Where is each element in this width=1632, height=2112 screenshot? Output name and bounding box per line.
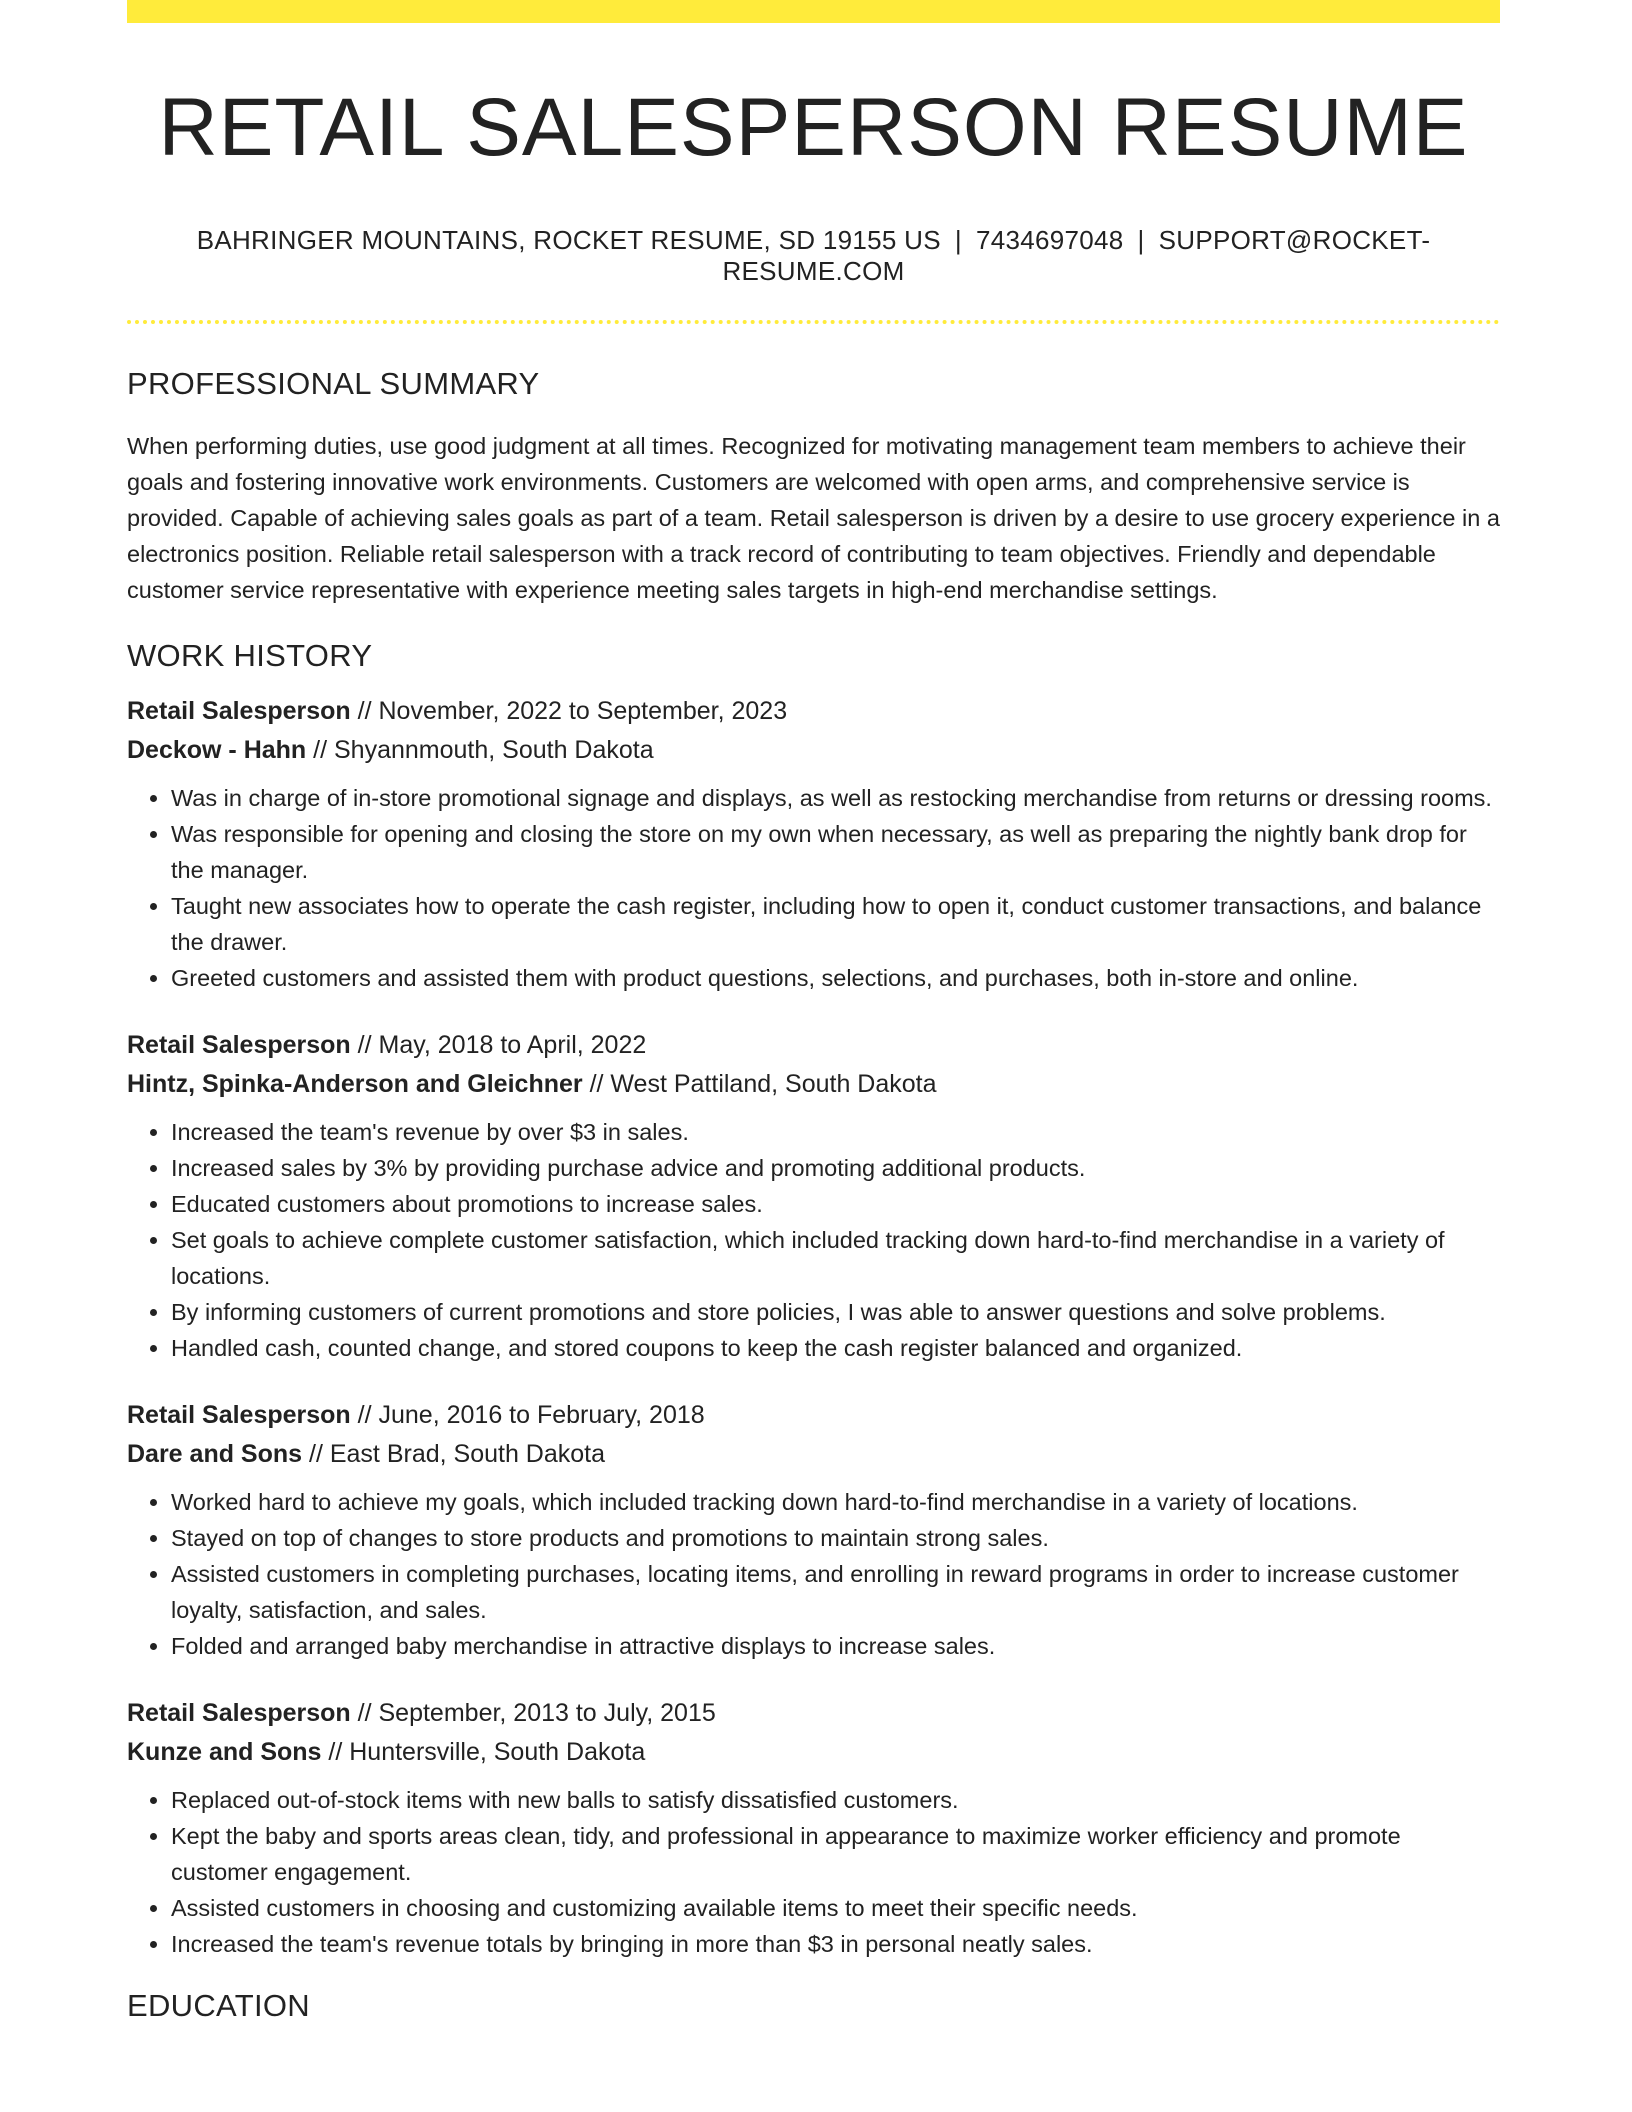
resume-page — [127, 0, 1500, 2024]
accent-top-bar — [127, 0, 1500, 23]
job-role: Retail Salesperson — [127, 1401, 351, 1430]
job-dates: // June, 2016 to February, 2018 — [350, 1401, 705, 1430]
job-entry — [127, 1694, 1500, 1962]
job-company-line — [127, 1065, 1500, 1104]
job-duties-list — [127, 1114, 1500, 1366]
job-duties-list — [127, 1782, 1500, 1962]
contact-separator: | — [954, 225, 962, 256]
list-item: • Increased sales by 3% by providing purchase advice and promoting additional products. — [171, 1150, 1500, 1186]
summary-text: When performing duties, use good judgment at all times. Recognized for motivating management team members to achieve their goals and fostering innovative work environments. Customers are welcomed with open arms, and comprehensive service is provided. Capable of achieving sales goals as part of a team. Retail salesperson is driven by a desire to use grocery experience in a electronics position. Reliable retail salesperson with a track record of contributing to team objectives. Friendly and dependable customer service representative with experience meeting sales targets in high-end merchandise settings. — [127, 433, 1500, 604]
job-dates: // May, 2018 to April, 2022 — [350, 1031, 647, 1060]
list-item: • Increased the team's revenue by over $3 in sales. — [171, 1114, 1500, 1150]
job-location: // Huntersville, South Dakota — [321, 1738, 646, 1767]
job-company: Kunze and Sons — [127, 1738, 322, 1767]
list-item: • Taught new associates how to operate the cash register, including how to open it, conduct customer transactions, and balance the drawer. — [171, 888, 1500, 960]
job-entry — [127, 692, 1500, 996]
list-item: • Stayed on top of changes to store products and promotions to maintain strong sales. — [171, 1520, 1500, 1556]
contact-phone: 7434697048 — [975, 225, 1124, 256]
contact-address: BAHRINGER MOUNTAINS, ROCKET RESUME, SD 19155 US — [196, 225, 941, 256]
job-dates: // September, 2013 to July, 2015 — [350, 1699, 716, 1728]
job-role-line — [127, 1026, 1500, 1065]
job-role-line — [127, 692, 1500, 731]
job-company-line — [127, 731, 1500, 770]
job-role-line — [127, 1396, 1500, 1435]
job-entry — [127, 1396, 1500, 1664]
job-role: Retail Salesperson — [127, 697, 351, 726]
job-dates: // November, 2022 to September, 2023 — [350, 697, 788, 726]
list-item: • Replaced out-of-stock items with new balls to satisfy dissatisfied customers. — [171, 1782, 1500, 1818]
list-item: • Assisted customers in completing purchases, locating items, and enrolling in reward programs in order to increase customer loyalty, satisfaction, and sales. — [171, 1556, 1500, 1628]
job-company-line — [127, 1733, 1500, 1772]
list-item: • Greeted customers and assisted them with product questions, selections, and purchases, both in-store and online. — [171, 960, 1500, 996]
job-company: Deckow - Hahn — [127, 736, 307, 765]
list-item: • Worked hard to achieve my goals, which included tracking down hard-to-find merchandise in a variety of locations. — [171, 1484, 1500, 1520]
job-entry — [127, 1026, 1500, 1366]
job-company-line — [127, 1435, 1500, 1474]
job-location: // West Pattiland, South Dakota — [582, 1070, 937, 1099]
page-title: RETAIL SALESPERSON RESUME — [158, 82, 1469, 173]
list-item: • Handled cash, counted change, and stored coupons to keep the cash register balanced and organized. — [171, 1330, 1500, 1366]
job-role: Retail Salesperson — [127, 1031, 351, 1060]
contact-separator: | — [1137, 225, 1145, 256]
job-duties-list — [127, 780, 1500, 996]
list-item: • Set goals to achieve complete customer satisfaction, which included tracking down hard-to-find merchandise in a variety of locations. — [171, 1222, 1500, 1294]
dotted-divider — [127, 320, 1500, 324]
education-heading: EDUCATION — [127, 1988, 310, 2024]
job-duties-list — [127, 1484, 1500, 1664]
job-role-line — [127, 1694, 1500, 1733]
job-role: Retail Salesperson — [127, 1699, 351, 1728]
job-location: // Shyannmouth, South Dakota — [306, 736, 654, 765]
list-item: • Increased the team's revenue totals by bringing in more than $3 in personal neatly sales. — [171, 1926, 1500, 1962]
list-item: • Folded and arranged baby merchandise in attractive displays to increase sales. — [171, 1628, 1500, 1664]
job-location: // East Brad, South Dakota — [302, 1440, 606, 1469]
list-item: • Educated customers about promotions to increase sales. — [171, 1186, 1500, 1222]
contact-email: SUPPORT@ROCKET-RESUME.COM — [722, 225, 1431, 287]
list-item: • By informing customers of current promotions and store policies, I was able to answer questions and solve problems. — [171, 1294, 1500, 1330]
job-company: Dare and Sons — [127, 1440, 303, 1469]
contact-line — [127, 225, 1500, 287]
job-company: Hintz, Spinka-Anderson and Gleichner — [127, 1070, 583, 1099]
list-item: • Kept the baby and sports areas clean, tidy, and professional in appearance to maximize worker efficiency and promote customer engagement. — [171, 1818, 1500, 1890]
summary-heading: PROFESSIONAL SUMMARY — [127, 366, 540, 402]
list-item: • Was responsible for opening and closing the store on my own when necessary, as well as preparing the nightly bank drop for the manager. — [171, 816, 1500, 888]
list-item: • Assisted customers in choosing and customizing available items to meet their specific needs. — [171, 1890, 1500, 1926]
work-history-heading: WORK HISTORY — [127, 638, 373, 674]
list-item: • Was in charge of in-store promotional signage and displays, as well as restocking merchandise from returns or dressing rooms. — [171, 780, 1500, 816]
